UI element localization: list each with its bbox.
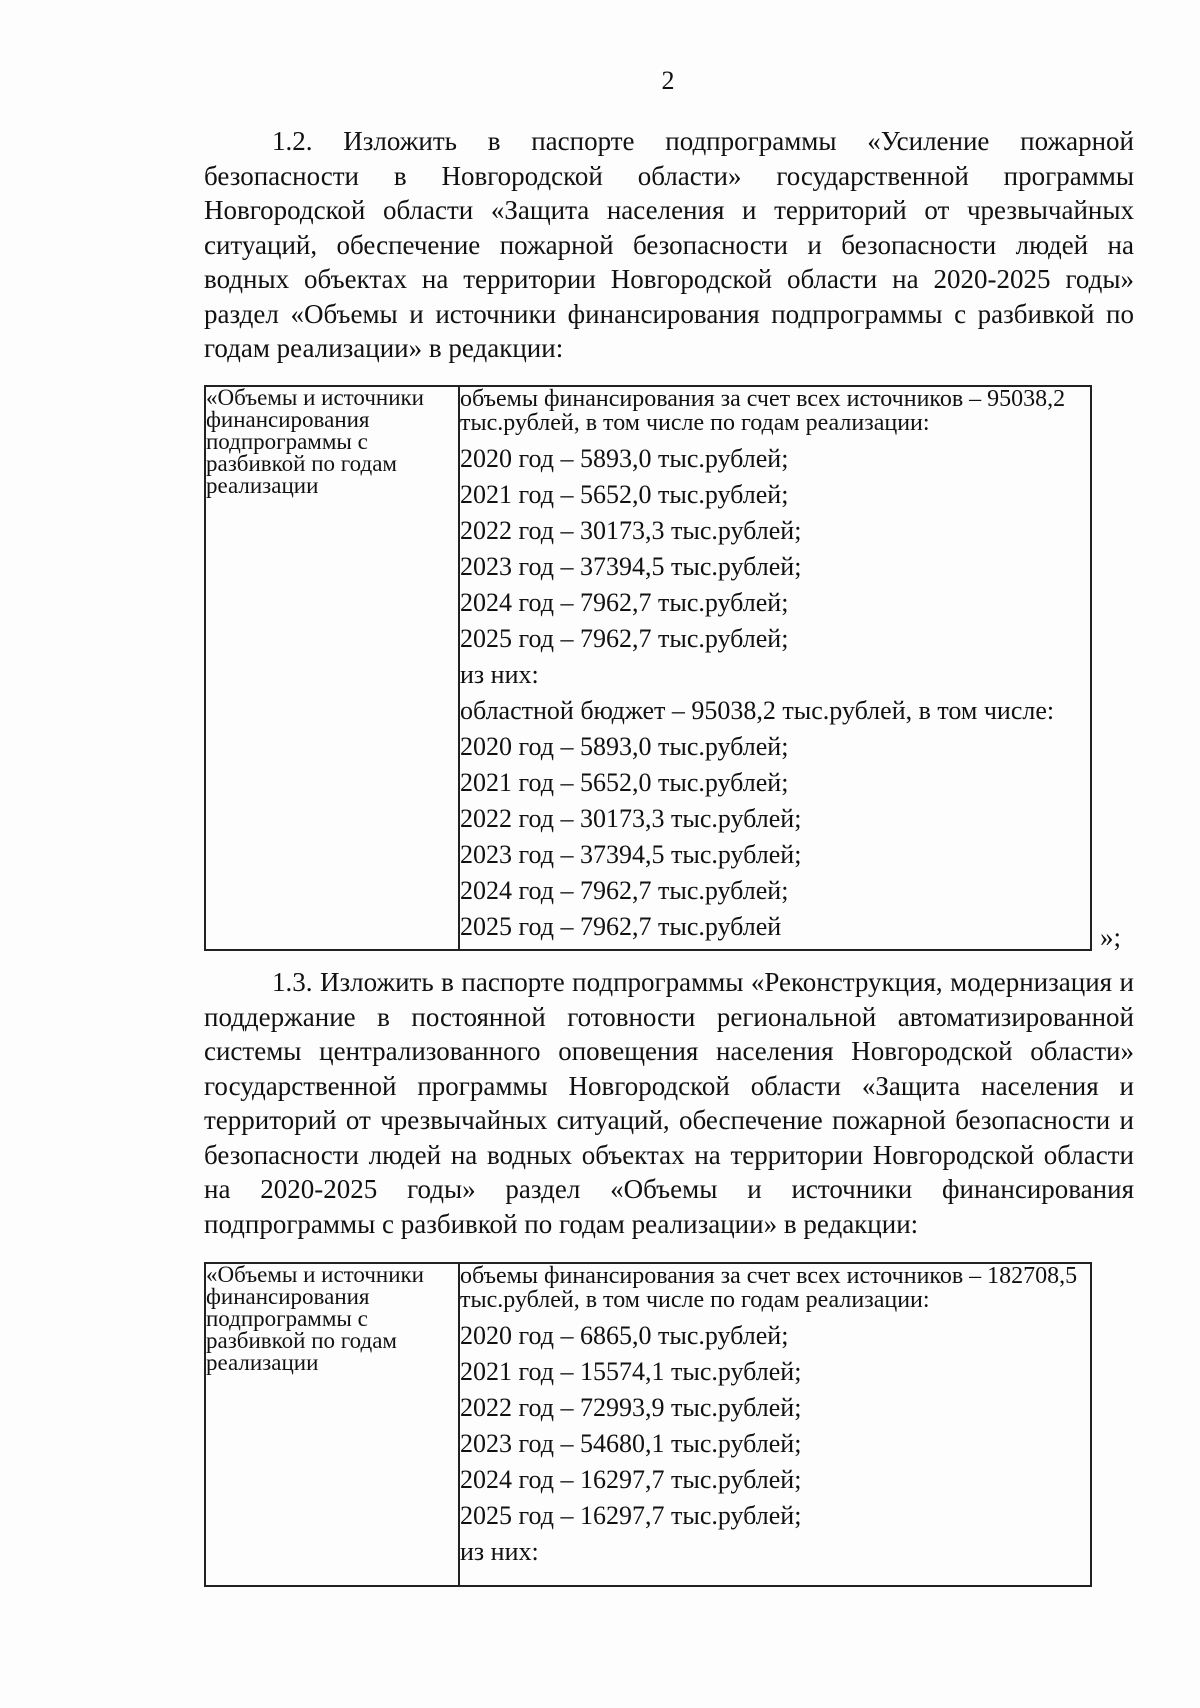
financing-line: 2023 год – 37394,5 тыс.рублей; bbox=[460, 840, 802, 869]
financing-line: 2025 год – 7962,7 тыс.рублей; bbox=[460, 624, 789, 653]
section-1-2-paragraph bbox=[204, 124, 1134, 366]
financing-line: 2023 год – 37394,5 тыс.рублей; bbox=[460, 552, 802, 581]
financing-line: 2025 год – 16297,7 тыс.рублей; bbox=[460, 1501, 802, 1530]
financing-line: 2020 год – 5893,0 тыс.рублей; bbox=[460, 732, 789, 761]
financing-line: 2020 год – 5893,0 тыс.рублей; bbox=[460, 444, 789, 473]
financing-intro: объемы финансирования за счет всех источников – 182708,5 тыс.рублей, в том числе по годам реализации: bbox=[460, 1263, 1078, 1313]
financing-line: областной бюджет – 95038,2 тыс.рублей, в том числе: bbox=[460, 696, 1055, 725]
financing-line: 2022 год – 72993,9 тыс.рублей; bbox=[460, 1393, 802, 1422]
financing-intro: объемы финансирования за счет всех источников – 95038,2 тыс.рублей, в том числе по годам реализации: bbox=[460, 386, 1066, 436]
financing-line: 2024 год – 16297,7 тыс.рублей; bbox=[460, 1465, 802, 1494]
financing-line: 2020 год – 6865,0 тыс.рублей; bbox=[460, 1321, 789, 1350]
financing-line: 2021 год – 5652,0 тыс.рублей; bbox=[460, 480, 789, 509]
financing-line: 2024 год – 7962,7 тыс.рублей; bbox=[460, 876, 789, 905]
financing-line: из них: bbox=[460, 660, 539, 689]
financing-line: 2024 год – 7962,7 тыс.рублей; bbox=[460, 588, 789, 617]
financing-table-label-cell: «Объемы и источники финансирования подпрограммы с разбивкой по годам реализации bbox=[205, 386, 459, 950]
financing-line: 2021 год – 15574,1 тыс.рублей; bbox=[460, 1357, 802, 1386]
closing-quote: »; bbox=[1100, 922, 1122, 952]
financing-line: 2023 год – 54680,1 тыс.рублей; bbox=[460, 1429, 802, 1458]
financing-table-1-2 bbox=[204, 385, 1092, 951]
financing-table-1-3 bbox=[204, 1262, 1092, 1587]
financing-line: 2025 год – 7962,7 тыс.рублей bbox=[460, 912, 782, 941]
financing-table-label-cell: «Объемы и источники финансирования подпрограммы с разбивкой по годам реализации bbox=[205, 1263, 459, 1586]
section-1-3-text: 1.3. Изложить в паспорте подпрограммы «Реконструкция, модернизация и поддержание в постоянной готовности региональной автоматизированной системы централизованного оповещения населения Новгородской области» государственной программы Новгородской области «Защита населения и территорий от чрезвычайных ситуаций, обеспечение пожарной безопасности и безопасности людей на водных объектах на территории Новгородской области на 2020-2025 годы» раздел «Объемы и источники финансирования подпрограммы с разбивкой по годам реализации» в редакции: bbox=[204, 967, 1134, 1239]
financing-line: 2022 год – 30173,3 тыс.рублей; bbox=[460, 516, 802, 545]
page-number: 2 bbox=[661, 66, 675, 95]
financing-line: из них: bbox=[460, 1537, 539, 1566]
financing-table-values-cell bbox=[459, 386, 1091, 950]
financing-line: 2021 год – 5652,0 тыс.рублей; bbox=[460, 768, 789, 797]
financing-line: 2022 год – 30173,3 тыс.рублей; bbox=[460, 804, 802, 833]
section-1-3-paragraph bbox=[204, 965, 1134, 1241]
section-1-2-text: 1.2. Изложить в паспорте подпрограммы «Усиление пожарной безопасности в Новгородской области» государственной программы Новгородской области «Защита населения и территорий от чрезвычайных ситуаций, обеспечение пожарной безопасности и безопасности людей на водных объектах на территории Новгородской области на 2020-2025 годы» раздел «Объемы и источники финансирования подпрограммы с разбивкой по годам реализации» в редакции: bbox=[204, 126, 1134, 363]
financing-table-values-cell bbox=[459, 1263, 1091, 1586]
